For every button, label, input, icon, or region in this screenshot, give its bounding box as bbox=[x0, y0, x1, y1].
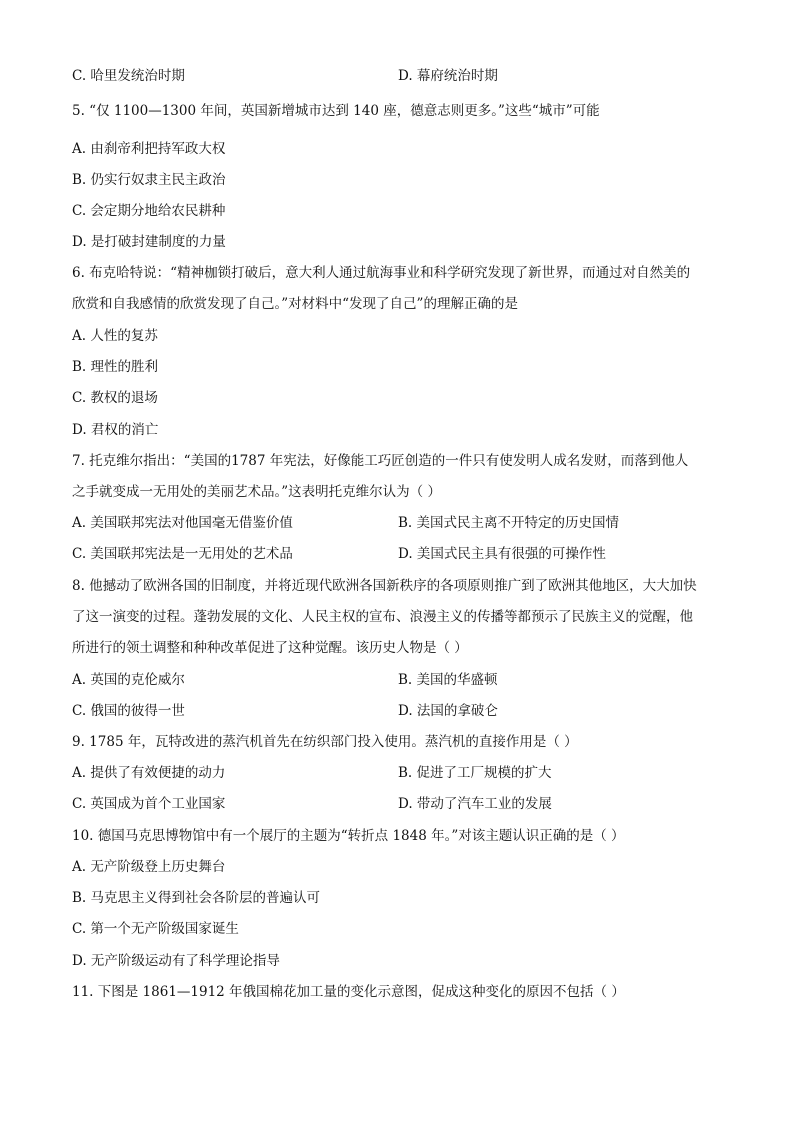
option-b-q9: B. 促进了工厂规模的扩大 bbox=[398, 765, 552, 781]
option-b-q10: B. 马克思主义得到社会各阶层的普遍认可 bbox=[72, 890, 321, 906]
option-b-q7: B. 美国式民主离不开特定的历史国情 bbox=[398, 515, 620, 531]
option-a-q8: A. 英国的克伦威尔 bbox=[72, 672, 185, 688]
option-b-q6: B. 理性的胜利 bbox=[72, 359, 159, 375]
question-6-line-2: 欣赏和自我感情的欣赏发现了自己。”对材料中“发现了自己”的理解正确的是 bbox=[72, 296, 518, 312]
option-c-q8: C. 俄国的彼得一世 bbox=[72, 703, 185, 719]
question-6-line-1: 6. 布克哈特说：“精神枷锁打破后，意大利人通过航海事业和科学研究发现了新世界，而通过对自然美的 bbox=[72, 265, 691, 281]
question-7-line-1: 7. 托克维尔指出：“美国的1787 年宪法，好像能工巧匠创造的一件只有使发明人成名发财，而落到他人 bbox=[72, 453, 689, 469]
option-b-q8: B. 美国的华盛顿 bbox=[398, 672, 498, 688]
question-8-line-2: 了这一演变的过程。蓬勃发展的文化、人民主权的宣布、浪漫主义的传播等都预示了民族主义的觉醒，他 bbox=[72, 609, 693, 625]
question-7-line-2: 之手就变成一无用处的美丽艺术品。”这表明托克维尔认为（ ） bbox=[72, 484, 441, 500]
option-d-q9: D. 带动了汽车工业的发展 bbox=[398, 796, 552, 812]
option-a-q7: A. 美国联邦宪法对他国毫无借鉴价值 bbox=[72, 515, 293, 531]
option-c-q4: C. 哈里发统治时期 bbox=[72, 68, 185, 84]
option-d-q5: D. 是打破封建制度的力量 bbox=[72, 234, 226, 250]
option-c-q5: C. 会定期分地给农民耕种 bbox=[72, 203, 226, 219]
question-9: 9. 1785 年，瓦特改进的蒸汽机首先在纺织部门投入使用。蒸汽机的直接作用是（ ） bbox=[72, 734, 578, 750]
option-c-q10: C. 第一个无产阶级国家诞生 bbox=[72, 921, 239, 937]
question-8-line-3: 所进行的领土调整和种种改革促进了这种觉醒。该历史人物是（ ） bbox=[72, 640, 468, 656]
option-a-q10: A. 无产阶级登上历史舞台 bbox=[72, 859, 226, 875]
option-c-q6: C. 教权的退场 bbox=[72, 390, 158, 406]
option-c-q7: C. 美国联邦宪法是一无用处的艺术品 bbox=[72, 546, 293, 562]
option-c-q9: C. 英国成为首个工业国家 bbox=[72, 796, 226, 812]
question-5: 5. “仅 1100—1300 年间，英国新增城市达到 140 座，德意志则更多。”这些“城市”可能 bbox=[72, 103, 600, 119]
option-a-q5: A. 由刹帝利把持军政大权 bbox=[72, 141, 226, 157]
option-b-q5: B. 仍实行奴隶主民主政治 bbox=[72, 172, 226, 188]
option-a-q6: A. 人性的复苏 bbox=[72, 328, 158, 344]
option-a-q9: A. 提供了有效便捷的动力 bbox=[72, 765, 226, 781]
option-d-q8: D. 法国的拿破仑 bbox=[398, 703, 498, 719]
option-d-q7: D. 美国式民主具有很强的可操作性 bbox=[398, 546, 606, 562]
question-8-line-1: 8. 他撼动了欧洲各国的旧制度，并将近现代欧洲各国新秩序的各项原则推广到了欧洲其他地区，大大加快 bbox=[72, 578, 697, 594]
question-11: 11. 下图是 1861—1912 年俄国棉花加工量的变化示意图，促成这种变化的原因不包括（ ） bbox=[72, 984, 625, 1000]
option-d-q6: D. 君权的消亡 bbox=[72, 422, 159, 438]
question-10: 10. 德国马克思博物馆中有一个展厅的主题为“转折点 1848 年。”对该主题认识正确的是（ ） bbox=[72, 828, 625, 844]
option-d-q10: D. 无产阶级运动有了科学理论指导 bbox=[72, 953, 280, 969]
option-d-q4: D. 幕府统治时期 bbox=[398, 68, 498, 84]
